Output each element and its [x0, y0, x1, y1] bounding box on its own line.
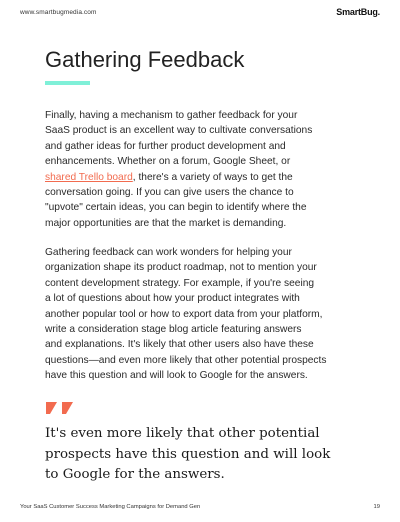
paragraph-line-rest: , there's a variety of ways to get the [132, 171, 293, 183]
title-accent-bar [45, 81, 90, 85]
paragraph-line: questions—and even more likely that other potential prospects [45, 354, 327, 366]
pull-quote-line: to Google for the answers. [45, 467, 225, 482]
body-paragraph-1 [45, 108, 365, 231]
paragraph-line: and gather ideas for further product development and [45, 140, 286, 152]
site-url[interactable]: www.smartbugmedia.com [20, 9, 97, 16]
page-title: Gathering Feedback [45, 47, 245, 72]
paragraph-line: Gathering feedback can work wonders for helping your [45, 247, 292, 258]
smartbug-logo: SmartBug. [336, 7, 380, 17]
paragraph-line: another popular tool or how to export data from your platform, [45, 308, 323, 320]
trello-board-link[interactable]: shared Trello board [45, 171, 133, 183]
pull-quote [45, 424, 365, 486]
paragraph-line: major opportunities are that the market is demanding. [45, 217, 287, 229]
pull-quote-line: It's even more likely that other potential [45, 426, 320, 441]
pull-quote-line: prospects have this question and will look [45, 446, 331, 462]
paragraph-line: Finally, having a mechanism to gather feedback for your [45, 110, 298, 121]
paragraph-line: conversation going. If you can give users the chance to [45, 187, 294, 199]
page-number: 19 [373, 504, 380, 510]
footer-document-title: Your SaaS Customer Success Marketing Campaigns for Demand Gen [20, 504, 201, 510]
paragraph-line: and explanations. It's likely that other users also have these [45, 339, 314, 351]
paragraph-line: organization shape its product roadmap, not to mention your [45, 262, 317, 274]
quote-marks-icon [45, 402, 75, 414]
paragraph-line: a lot of questions about how your product integrates with [45, 293, 300, 305]
paragraph-line [45, 170, 365, 185]
paragraph-line: "upvote" certain ideas, you can begin to identify where the [45, 202, 307, 214]
paragraph-line: enhancements. Whether on a forum, Google Sheet, or [45, 156, 291, 168]
paragraph-line: content development strategy. For example, if you're seeing [45, 277, 315, 289]
body-paragraph-2 [45, 245, 365, 384]
paragraph-line: write a consideration stage blog article featuring answers [45, 324, 302, 336]
paragraph-line: have this question and will look to Google for the answers. [45, 370, 308, 382]
paragraph-line: SaaS product is an excellent way to cultivate conversations [45, 125, 313, 137]
